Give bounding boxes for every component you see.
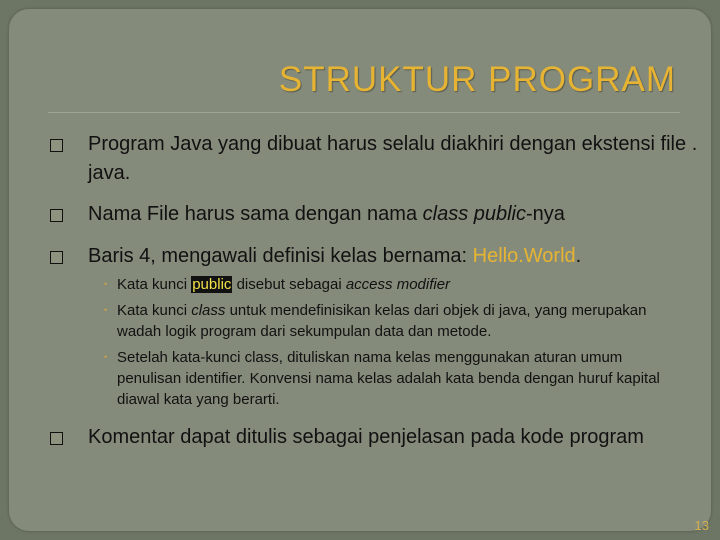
sub-bullet-1-text <box>117 274 682 295</box>
sub-bullet-2-italic: class <box>191 302 226 319</box>
sub-bullet-2-text <box>117 300 682 342</box>
sub-bullet-1-part-a: Kata kunci <box>117 276 192 293</box>
page-number: 13 <box>694 518 709 533</box>
bullet-3-text <box>88 242 698 271</box>
sub-bullet-1-highlight: public <box>192 276 232 293</box>
bullet-3-accent: Hello.World <box>472 245 576 267</box>
sub-bullet-3-part-a: Setelah kata-kunci class, dituliskan nama kelas menggunakan aturan umum penulisan identifier. Konvensi nama kelas adalah kata benda dengan huruf kapital diawal kata yang berarti. <box>117 349 660 408</box>
bullet-3-part-a: Baris 4, mengawali definisi kelas bernama: <box>88 245 473 267</box>
sub-bullet-1-italic: access modifier <box>345 276 451 293</box>
sub-bullet-marker: • <box>104 352 108 362</box>
bullet-1-part-c: . <box>124 162 131 184</box>
bullet-1-part-b: . java <box>88 133 698 184</box>
bullet-3-part-b: . <box>575 245 582 267</box>
bullet-2-part-b: -nya <box>526 203 565 225</box>
title-divider <box>48 112 680 113</box>
sub-bullet-3-text <box>117 347 682 410</box>
square-bullet-icon <box>50 251 63 264</box>
sub-bullet-1-part-b: disebut sebagai <box>232 276 346 293</box>
square-bullet-icon <box>50 432 63 445</box>
square-bullet-icon <box>50 209 63 222</box>
square-bullet-icon <box>50 139 63 152</box>
sub-bullet-2-part-a: Kata kunci <box>117 302 192 319</box>
sub-bullet-2-part-b: untuk mendefinisikan kelas dari objek di java, yang merupakan wadah logik program dari sekumpulan data dan metode. <box>117 302 647 340</box>
bullet-2-part-a: Nama File harus sama dengan nama <box>88 203 423 225</box>
bullet-1-text <box>88 130 698 188</box>
bullet-4-text <box>88 423 698 452</box>
bullet-1-part-a: Program Java yang dibuat harus selalu diakhiri dengan ekstensi file <box>88 133 692 155</box>
bullet-2-text <box>88 200 698 229</box>
slide-title: STRUKTUR PROGRAM <box>278 60 676 99</box>
bullet-2-italic: class public <box>422 203 527 225</box>
bullet-4-part-a: Komentar dapat ditulis sebagai penjelasan pada kode program <box>88 426 644 448</box>
sub-bullet-marker: • <box>104 305 108 315</box>
sub-bullet-marker: • <box>104 279 108 289</box>
